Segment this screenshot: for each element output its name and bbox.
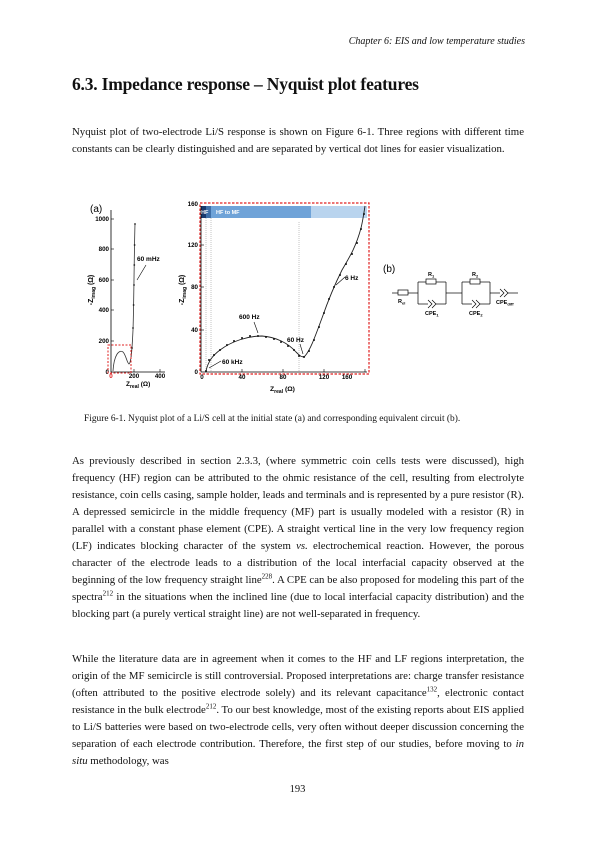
panel-a — [88, 204, 166, 390]
zoom-annotation-60khz: 60 kHz — [222, 359, 243, 366]
paragraph-hf-lf-interpretation: As previously described in section 2.3.3, (where symmetric coin cells tests were discussed), high frequency (HF) region can be attributed to the ohmic resistance of the cell, resulting from electrolyte resistance, coin cells casing, sample holder, leads and terminals and is represented by a pure resistor (R). A depressed semicircle in the middle frequency (MF) part is usually modeled with a resistor (R) in parallel with a constant phase element (CPE). A straight vertical line in the very low frequency region (LF) indicates blocking character of the system vs. electrochemical reaction. However, the porous character of the electrode leads to a distribution of the local interfacial capacity observed at the beginning of the low frequency straight line$^{228}$. A CPE can be also proposed for modeling this part of the spectra$^{212}$ in the situations when the inclined line (due to local interfacial capacity distribution) and the blocking part (a purely vertical straight line) are not well-separated in frequency. — [72, 455, 524, 620]
region-lf: LF — [333, 218, 340, 224]
zoom-xtick: 160 — [341, 374, 353, 381]
resistor-r1 — [426, 279, 436, 284]
zoom-annotation-60hz: 60 Hz — [287, 337, 304, 344]
panel-b-label: (b) — [383, 264, 396, 275]
citation: 228 — [261, 572, 273, 581]
zoom-ytick: 40 — [191, 327, 198, 334]
resistor-rel — [398, 290, 408, 295]
paragraph-intro: Nyquist plot of two-electrode Li/S response is shown on Figure 6-1. Three regions with different time constants can be clearly distinguished and are separated by vertical dot lines for easier visualization. — [72, 126, 524, 155]
label-cpe2: $CPE_2$ — [469, 311, 483, 318]
panel-a-label: (a) — [90, 204, 103, 215]
label-r1: $R_1$ — [428, 272, 435, 279]
paragraph-mf-interpretation: While the literature data are in agreement when it comes to the HF and LF regions interpretation, the origin of the MF semicircle is still controversial. Proposed interpretations are: charge transfer resistance (often attributed to the positive electrode solely) and its relevant capacitance$^{132}$, electronic contact resistance in the bulk electrode$^{212}$. To our best knowledge, most of the existing reports about EIS applied to Li/S batteries were based on two-electrode cells, very often without deeper discussion concerning the separation of each electrode contribution. Therefore, the first step of our studies, before moving to in situ methodology, was — [72, 653, 524, 767]
label-rel: $R_{el}$ — [398, 299, 406, 306]
zoom-xtick: 120 — [318, 374, 330, 381]
zoom-ytick: 120 — [187, 242, 198, 249]
running-header: Chapter 6: EIS and low temperature studies — [348, 36, 525, 47]
panel-zoom — [179, 201, 369, 395]
region-mf: MF — [252, 218, 260, 224]
panel-a-xlabel: $Z_{real}$ (Ω) — [126, 381, 151, 390]
label-cpe1: $CPE_1$ — [425, 311, 439, 318]
zoom-xtick: 40 — [238, 374, 246, 381]
zoom-xtick: 80 — [279, 374, 287, 381]
panel-a-curve — [113, 224, 135, 371]
label-r2: $R_2$ — [472, 272, 479, 279]
region-hf-mf: HF to MF — [216, 210, 240, 216]
panel-a-ytick: 1000 — [95, 216, 109, 223]
zoom-ytick: 0 — [194, 369, 198, 376]
panel-a-ylabel: $-Z_{imag}$ (Ω) — [88, 274, 97, 306]
zoom-ytick: 160 — [187, 201, 198, 208]
zoom-xlabel: $Z_{real}$ (Ω) — [270, 386, 295, 395]
zoom-annotation-600hz: 600 Hz — [239, 314, 260, 321]
zoom-ylabel: $-Z_{imag}$ (Ω) — [179, 274, 188, 306]
panel-a-annotation: 60 mHz — [137, 256, 160, 263]
zoom-ytick: 80 — [191, 284, 198, 291]
cpe2-icon — [472, 300, 480, 308]
citation: 212 — [102, 589, 114, 598]
panel-a-zoom-box — [108, 345, 131, 373]
italic-in-situ: in situ — [72, 738, 524, 767]
panel-a-ytick: 0 — [105, 369, 109, 376]
page-number: 193 — [289, 784, 306, 795]
panel-a-xtick: 400 — [154, 373, 166, 380]
italic-vs: vs. — [296, 540, 308, 552]
panel-a-ytick: 200 — [98, 338, 109, 345]
cpe1-icon — [428, 300, 436, 308]
label-cpediff: $CPE_{diff}$ — [496, 300, 514, 307]
zoom-annotation-6hz: 6 Hz — [345, 275, 359, 282]
panel-a-ytick: 600 — [98, 277, 109, 284]
citation: 132 — [426, 685, 438, 694]
panel-a-ytick: 800 — [98, 246, 109, 253]
panel-b — [383, 264, 518, 318]
citation: 212 — [205, 702, 217, 711]
region-hf: HF — [201, 210, 209, 216]
resistor-r2 — [470, 279, 480, 284]
panel-a-xtick: 0 — [109, 373, 113, 380]
zoom-xtick: 0 — [200, 374, 204, 381]
zoom-curve — [206, 206, 365, 371]
panel-a-xtick: 200 — [128, 373, 140, 380]
figure-caption: Figure 6-1. Nyquist plot of a Li/S cell at the initial state (a) and corresponding equivalent circuit (b). — [84, 414, 461, 424]
panel-a-ytick: 400 — [98, 307, 109, 314]
section-title: 6.3. Impedance response – Nyquist plot features — [72, 74, 419, 94]
cpediff-icon — [500, 289, 508, 297]
panel-zoom-frame — [200, 203, 369, 374]
